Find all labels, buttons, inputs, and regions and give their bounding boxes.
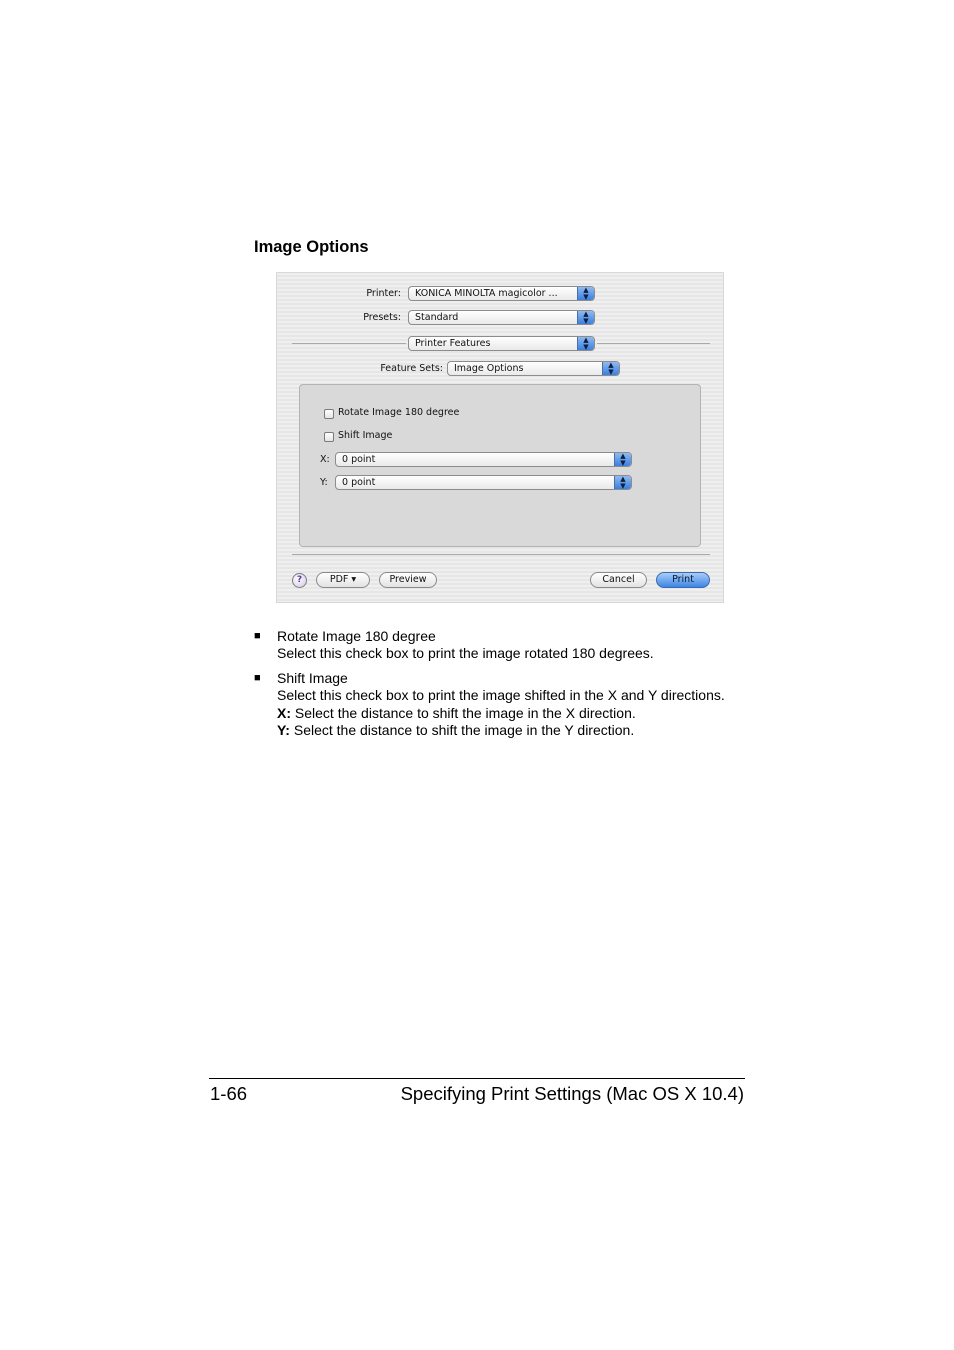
y-offset-popup[interactable] <box>335 475 632 490</box>
printer-label: Printer: <box>366 288 401 299</box>
preview-button[interactable]: Preview <box>379 572 437 588</box>
pdf-button[interactable]: PDF ▾ <box>316 572 370 588</box>
y-term: Y: <box>277 722 290 738</box>
print-dialog-screenshot <box>276 272 724 603</box>
x-term: X: <box>277 705 291 721</box>
shift-image-checkbox-label[interactable]: Shift Image <box>338 430 393 441</box>
bullet-square-icon: ■ <box>254 672 261 684</box>
popup-arrows-icon: ▲ ▼ <box>577 311 594 324</box>
panel-menu-value: Printer Features <box>415 338 491 349</box>
printer-value: KONICA MINOLTA magicolor ... <box>415 288 558 299</box>
bullet-square-icon: ■ <box>254 630 261 642</box>
bullet-title: Shift Image <box>277 670 348 686</box>
chapter-title: Specifying Print Settings (Mac OS X 10.4) <box>400 1083 744 1104</box>
popup-arrows-icon: ▲ ▼ <box>577 287 594 300</box>
feature-sets-label: Feature Sets: <box>380 363 443 374</box>
separator-right <box>597 343 710 344</box>
page-number: 1-66 <box>210 1083 248 1104</box>
separator-left <box>292 343 406 344</box>
feature-sets-popup[interactable] <box>447 361 620 376</box>
y-description: Select the distance to shift the image in the Y direction. <box>293 722 635 738</box>
section-title: Image Options <box>254 238 369 256</box>
presets-label: Presets: <box>363 312 401 323</box>
y-direction-note <box>277 722 634 740</box>
image-options-panel <box>299 384 701 547</box>
presets-value: Standard <box>415 312 459 323</box>
bullet-description: Select this check box to print the image rotated 180 degrees. <box>277 645 654 661</box>
rotate-checkbox[interactable] <box>324 409 334 419</box>
x-label: X: <box>320 454 330 465</box>
rotate-checkbox-label[interactable]: Rotate Image 180 degree <box>338 407 460 418</box>
panel-menu-popup[interactable] <box>408 336 595 351</box>
feature-sets-value: Image Options <box>454 363 524 374</box>
popup-arrows-icon: ▲ ▼ <box>602 362 619 375</box>
help-button[interactable]: ? <box>292 573 307 588</box>
popup-arrows-icon: ▲ ▼ <box>614 453 631 466</box>
x-description: Select the distance to shift the image in the X direction. <box>294 705 636 721</box>
print-button[interactable]: Print <box>656 572 710 588</box>
presets-popup[interactable] <box>408 310 595 325</box>
cancel-button[interactable]: Cancel <box>590 572 647 588</box>
printer-popup[interactable] <box>408 286 595 301</box>
popup-arrows-icon: ▲ ▼ <box>614 476 631 489</box>
popup-arrows-icon: ▲ ▼ <box>577 337 594 350</box>
shift-image-checkbox[interactable] <box>324 432 334 442</box>
bullet-description: Select this check box to print the image shifted in the X and Y directions. <box>277 687 725 703</box>
x-direction-note <box>277 705 636 723</box>
footer-rule <box>209 1078 745 1079</box>
bottom-separator <box>292 554 710 555</box>
bullet-title: Rotate Image 180 degree <box>277 628 436 644</box>
x-offset-value: 0 point <box>342 454 376 465</box>
x-offset-popup[interactable] <box>335 452 632 467</box>
y-offset-value: 0 point <box>342 477 376 488</box>
y-label: Y: <box>320 477 328 488</box>
